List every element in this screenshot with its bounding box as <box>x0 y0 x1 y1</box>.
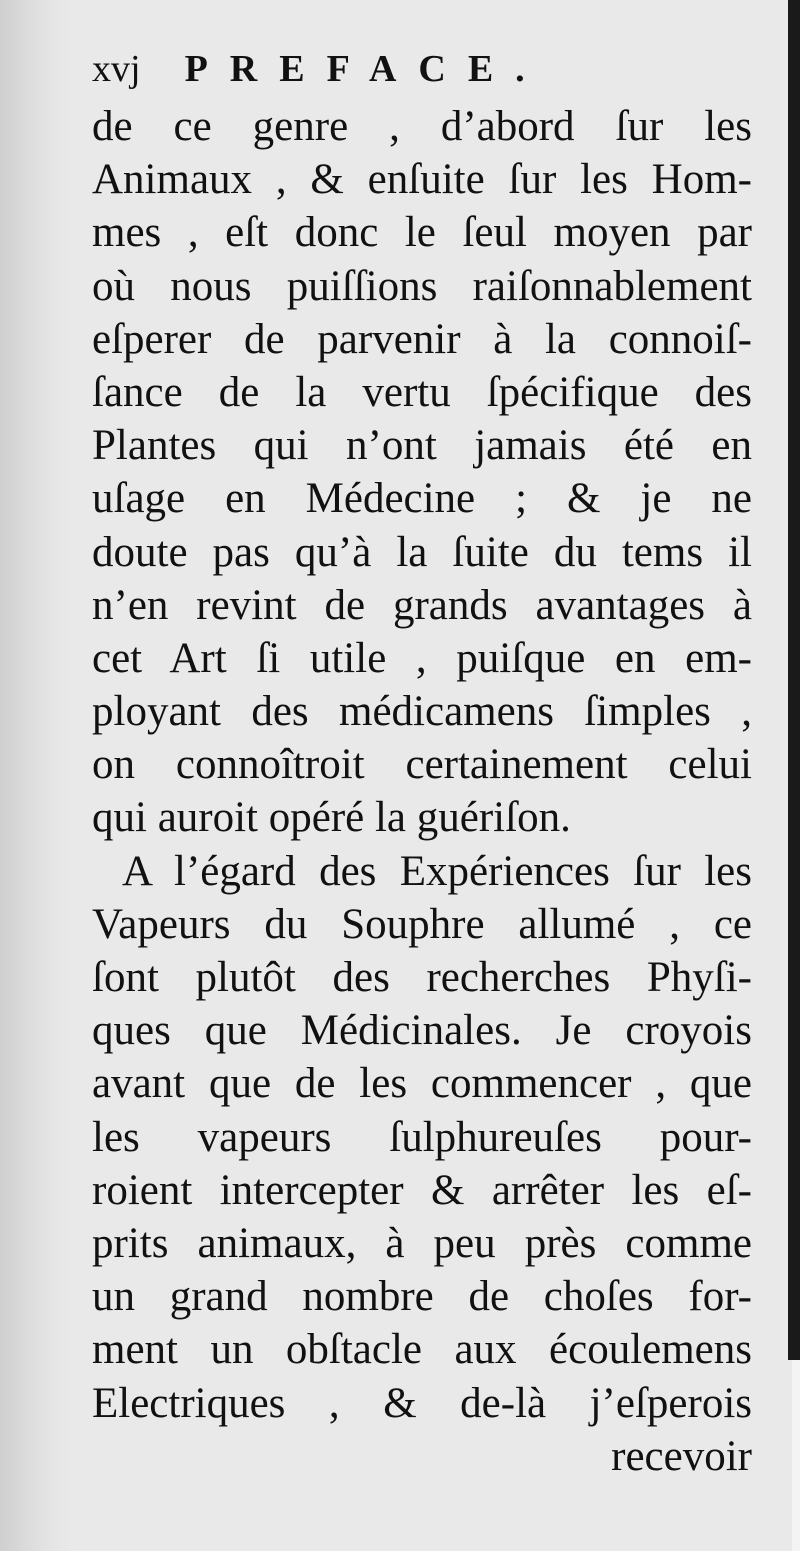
running-title: PREFACE. <box>184 48 547 90</box>
text-line: eſperer de parvenir à la connoiſ- <box>92 315 752 363</box>
text-line: Electriques , & de-là j’eſperois <box>92 1379 752 1427</box>
text-line: ſance de la vertu ſpécifique des <box>92 368 752 416</box>
text-line: où nous puiſſions raiſonnablement <box>92 262 752 310</box>
text-line: mes , eſt donc le ſeul moyen par <box>92 209 752 257</box>
text-line: prits animaux, à peu près comme <box>92 1219 752 1267</box>
paragraph <box>92 845 752 1430</box>
text-line: ſont plutôt des recherches Phyſi- <box>92 954 752 1001</box>
text-line: doute pas qu’à la ſuite du tems il <box>92 528 752 576</box>
page-header <box>92 38 752 100</box>
text-block <box>92 38 752 1483</box>
text-line: A l’égard des Expériences ſur les <box>122 847 752 895</box>
text-line: roient intercepter & arrêter les eſ- <box>92 1166 752 1214</box>
catchword: recevoir <box>611 1432 752 1480</box>
text-line: qui auroit opéré la guériſon. <box>92 794 571 842</box>
text-line: cet Art ſi utile , puiſque en em- <box>92 634 752 682</box>
text-line: avant que de les commencer , que <box>92 1060 752 1108</box>
text-line: uſage en Médecine ; & je ne <box>92 475 752 523</box>
page-number: xvj <box>92 48 141 90</box>
text-line: Plantes qui n’ont jamais été en <box>92 422 752 470</box>
text-line: Vapeurs du Souphre allumé , ce <box>92 900 752 948</box>
text-line: de ce genre , d’abord ſur les <box>92 103 752 150</box>
text-line: Animaux , & enſuite ſur les Hom- <box>92 156 752 204</box>
text-line: n’en revint de grands avantages à <box>92 581 752 629</box>
page-edge-shadow <box>788 0 800 1360</box>
text-line: ques que Médicinales. Je croyois <box>92 1007 752 1055</box>
text-line: on connoîtroit certainement celui <box>92 741 752 789</box>
paragraph <box>92 100 752 845</box>
binding-shadow <box>0 0 70 1551</box>
text-line: un grand nombre de choſes for- <box>92 1273 752 1321</box>
text-line: ment un obſtacle aux écoulemens <box>92 1326 752 1374</box>
page-edge-lower <box>792 1360 800 1551</box>
text-line: ployant des médicamens ſimples , <box>92 688 752 736</box>
text-line: les vapeurs ſulphureuſes pour- <box>92 1113 752 1161</box>
